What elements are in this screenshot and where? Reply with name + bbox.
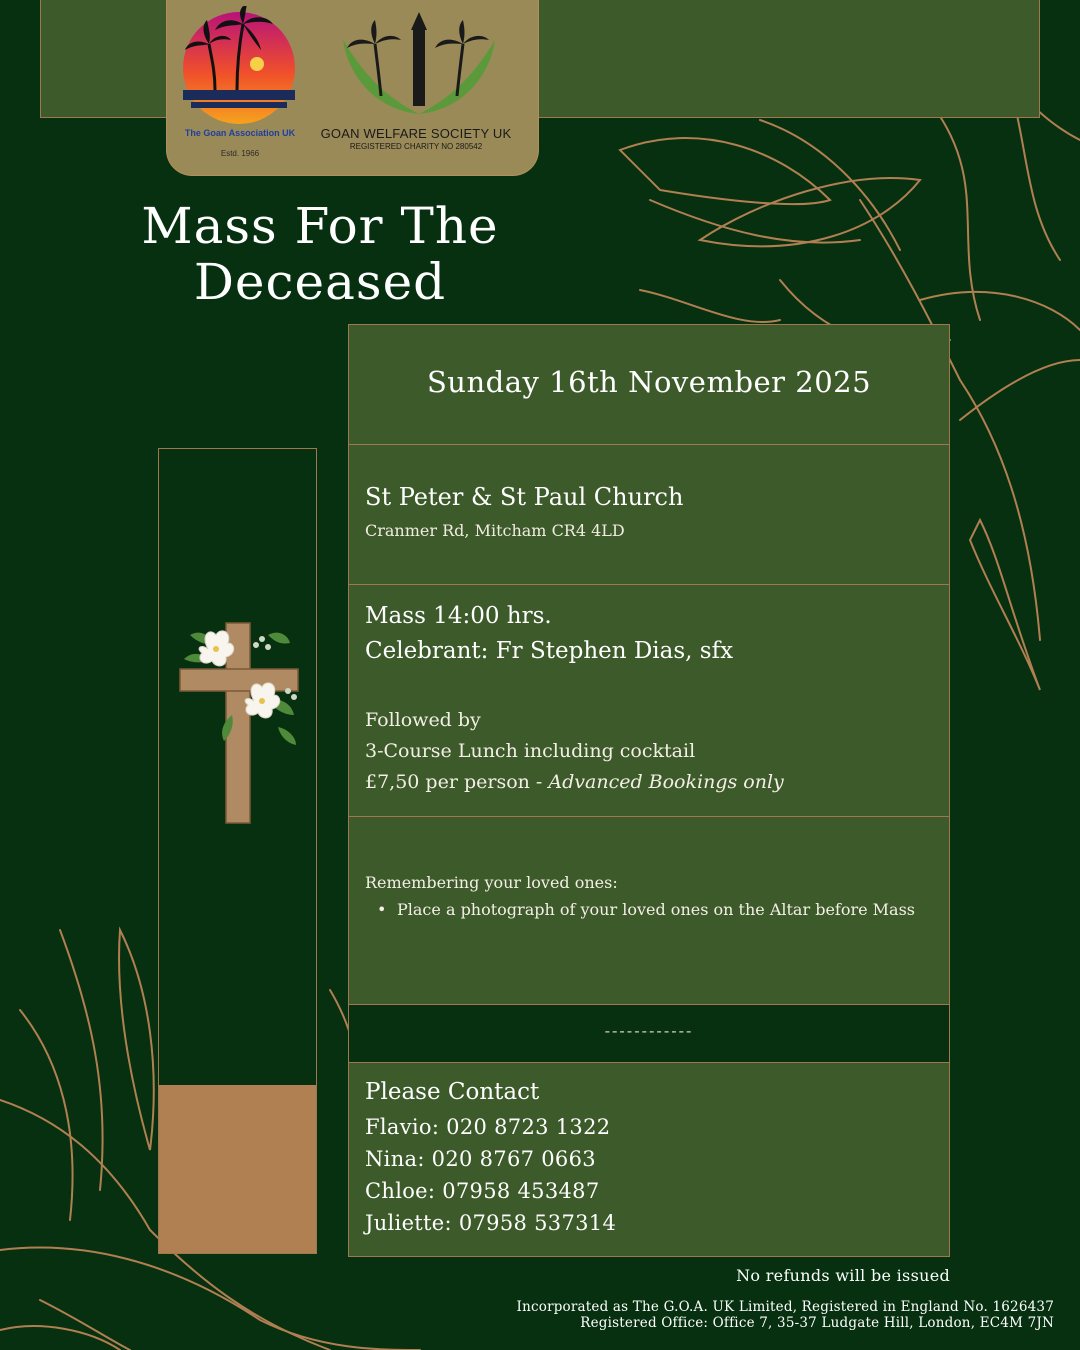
lunch-price [365, 771, 784, 793]
separator-panel [348, 1004, 950, 1064]
association-name: The Goan Association UK [184, 128, 296, 138]
page-title [60, 198, 580, 310]
logo-panel [166, 0, 539, 176]
venue-panel [348, 444, 950, 586]
mass-details-panel [348, 584, 950, 818]
cross-with-lilies-icon [170, 605, 310, 830]
price-text: £7,50 per person - [365, 771, 549, 793]
contact-nina: Nina: 020 8767 0663 [365, 1147, 596, 1171]
list-item: Place a photograph of your loved ones on the Altar before Mass [397, 900, 916, 919]
footer-address: Registered Office: Office 7, 35-37 Ludgate Hill, London, EC4M 7JN [580, 1315, 1054, 1331]
booking-note: Advanced Bookings only [548, 771, 784, 793]
contact-heading: Please Contact [365, 1079, 540, 1105]
lunch-description: 3-Course Lunch including cocktail [365, 740, 696, 762]
mass-time: Mass 14:00 hrs. [365, 603, 552, 629]
title-line-1: Mass For The [141, 197, 499, 255]
venue-name: St Peter & St Paul Church [365, 483, 684, 511]
refund-note: No refunds will be issued [736, 1266, 950, 1285]
side-column-accent [159, 1085, 316, 1253]
bullet-icon: • [377, 900, 387, 919]
footer-incorporation: Incorporated as The G.O.A. UK Limited, Registered in England No. 1626437 [516, 1299, 1054, 1315]
remembering-heading: Remembering your loved ones: [365, 873, 618, 892]
date-panel [348, 324, 950, 446]
mass-celebrant: Celebrant: Fr Stephen Dias, sfx [365, 638, 734, 664]
remembering-list [365, 897, 935, 923]
dashed-separator: ------------ [604, 1021, 694, 1040]
charity-registration: REGISTERED CHARITY NO 280542 [349, 142, 483, 151]
title-line-2: Deceased [193, 253, 447, 311]
footer [517, 1299, 1054, 1331]
palm-sunset-logo-icon [181, 6, 301, 126]
welfare-society-name: GOAN WELFARE SOCIETY UK [320, 126, 512, 141]
contact-flavio: Flavio: 020 8723 1322 [365, 1115, 611, 1139]
followed-by: Followed by [365, 709, 481, 731]
contact-chloe: Chloe: 07958 453487 [365, 1179, 600, 1203]
event-date: Sunday 16th November 2025 [426, 365, 872, 399]
association-estd: Estd. 1966 [220, 149, 260, 158]
palms-tower-hands-logo-icon [339, 10, 499, 122]
venue-address: Cranmer Rd, Mitcham CR4 4LD [365, 521, 625, 540]
contact-juliette: Juliette: 07958 537314 [365, 1211, 617, 1235]
contact-panel [348, 1062, 950, 1257]
side-column [158, 448, 317, 1254]
remembering-panel [348, 816, 950, 1006]
